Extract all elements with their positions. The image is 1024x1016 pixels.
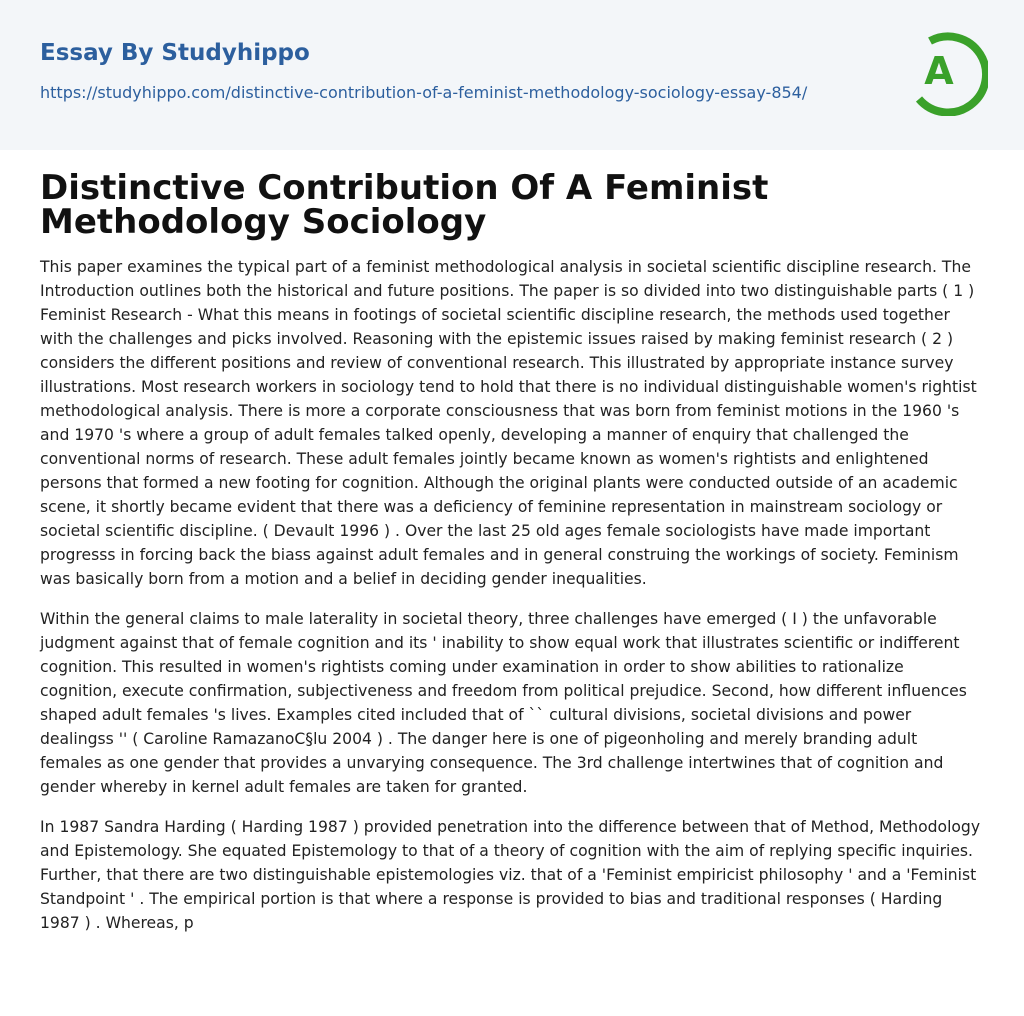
site-header <box>0 0 1024 150</box>
article-body <box>40 255 984 951</box>
studyhippo-logo-icon[interactable] <box>908 28 988 116</box>
article-title: Distinctive Contribution Of A Feminist Methodology Sociology <box>40 168 769 242</box>
site-title[interactable]: Essay By Studyhippo <box>40 40 310 66</box>
essay-url-link[interactable]: https://studyhippo.com/distinctive-contribution-of-a-feminist-methodology-sociology-essay-854/ <box>40 83 808 102</box>
logo-letter: A <box>924 49 954 93</box>
article-paragraph: Within the general claims to male laterality in societal theory, three challenges have emerged ( I ) the unfavorable judgment against that of female cognition and its ' inability to show equal work that illustrates scientific or indifferent cognition. This resulted in women's rightists coming under examination in order to show abilities to rationalize cognition, execute confirmation, subjectiveness and freedom from political prejudice. Second, how different influences shaped adult females 's lives. Examples cited included that of `` cultural divisions, societal divisions and power dealingss '' ( Caroline RamazanoC§lu 2004 ) . The danger here is one of pigeonholing and merely branding adult females as one gender that provides a unvarying consequence. The 3rd challenge intertwines that of cognition and gender whereby in kernel adult females are taken for granted. <box>40 610 967 796</box>
article-paragraph: In 1987 Sandra Harding ( Harding 1987 ) provided penetration into the difference between that of Method, Methodology and Epistemology. She equated Epistemology to that of a theory of cognition with the aim of replying specific inquiries. Further, that there are two distinguishable epistemologies viz. that of a 'Feminist empiricist philosophy ' and a 'Feminist Standpoint ' . The empirical portion is that where a response is provided to bias and traditional responses ( Harding 1987 ) . Whereas, p <box>40 818 981 932</box>
article-paragraph: This paper examines the typical part of a feminist methodological analysis in societal scientific discipline research. The Introduction outlines both the historical and future positions. The paper is so divided into two distinguishable parts ( 1 ) Feminist Research - What this means in footings of societal scientific discipline research, the methods used together with the challenges and picks involved. Reasoning with the epistemic issues raised by making feminist research ( 2 ) considers the different positions and review of conventional research. This illustrated by appropriate instance survey illustrations. Most research workers in sociology tend to hold that there is no individual distinguishable women's rightist methodological analysis. There is more a corporate consciousness that was born from feminist motions in the 1960 's and 1970 's where a group of adult females talked openly, developing a manner of enquiry that challenged the conventional norms of research. These adult females jointly became known as women's rightists and enlightened persons that formed a new footing for cognition. Although the original plants were conducted outside of an academic scene, it shortly became evident that there was a deficiency of feminine representation in mainstream sociology or societal scientific discipline. ( Devault 1996 ) . Over the last 25 old ages female sociologists have made important progresss in forcing back the biass against adult females and in general construing the workings of society. Feminism was basically born from a motion and a belief in deciding gender inequalities. <box>40 258 977 588</box>
